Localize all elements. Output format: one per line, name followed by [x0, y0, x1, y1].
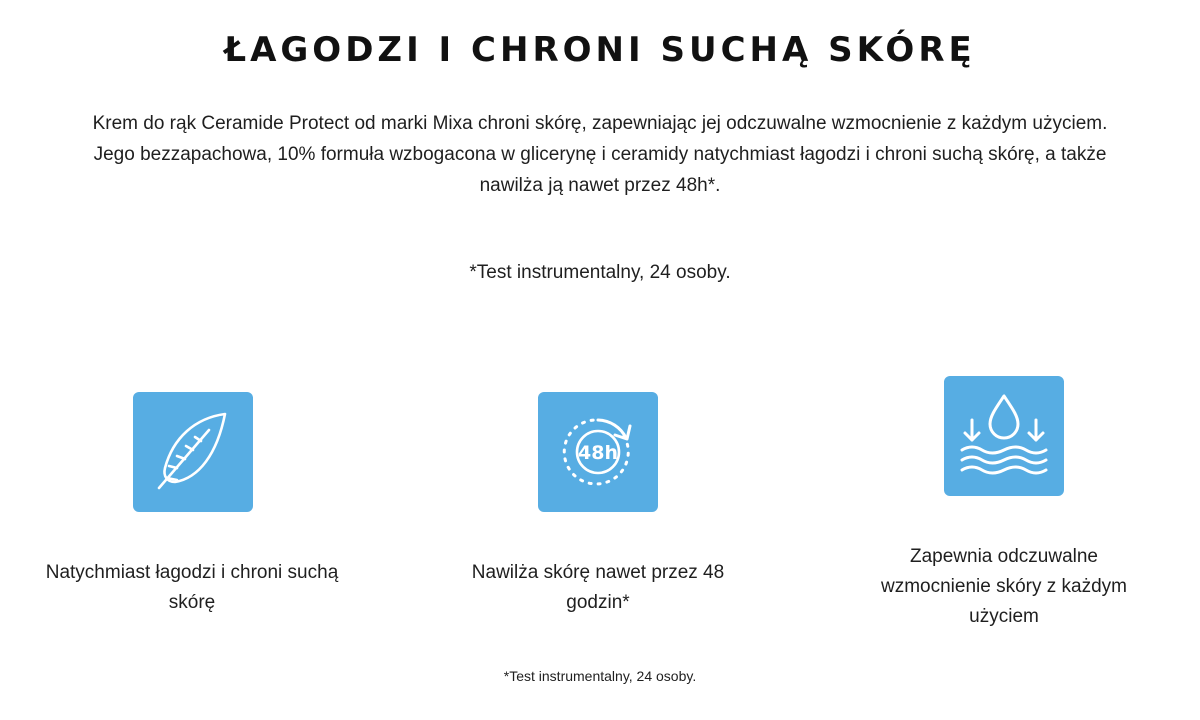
- 48h-timer-icon: [538, 392, 658, 512]
- feature-caption-moisturizes: Nawilża skórę nawet przez 48 godzin*: [471, 562, 725, 613]
- water-drop-waves-icon: [944, 376, 1064, 496]
- feature-caption-strengthens: Zapewnia odczuwalne wzmocnienie skóry z każdym użyciem: [880, 546, 1128, 627]
- page-title: ŁAGODZI I CHRONI SUCHĄ SKÓRĘ: [224, 30, 976, 70]
- 48h-badge-text: 48h: [578, 442, 618, 464]
- feature-caption-soothes: Natychmiast łagodzi i chroni suchą skórę: [45, 562, 339, 613]
- footnote-top: *Test instrumentalny, 24 osoby.: [469, 262, 731, 283]
- footnote-bottom: *Test instrumentalny, 24 osoby.: [503, 668, 697, 684]
- product-description: Krem do rąk Ceramide Protect od marki Mixa chroni skórę, zapewniając jej odczuwalne wzmocnienie z każdym użyciem. Jego bezzapachowa, 10% formuła wzbogacona w glicerynę i ceramidy natychmiast łagodzi i chroni suchą skórę, a także nawilża ją nawet przez 48h*.: [92, 113, 1108, 196]
- feather-icon: [133, 392, 253, 512]
